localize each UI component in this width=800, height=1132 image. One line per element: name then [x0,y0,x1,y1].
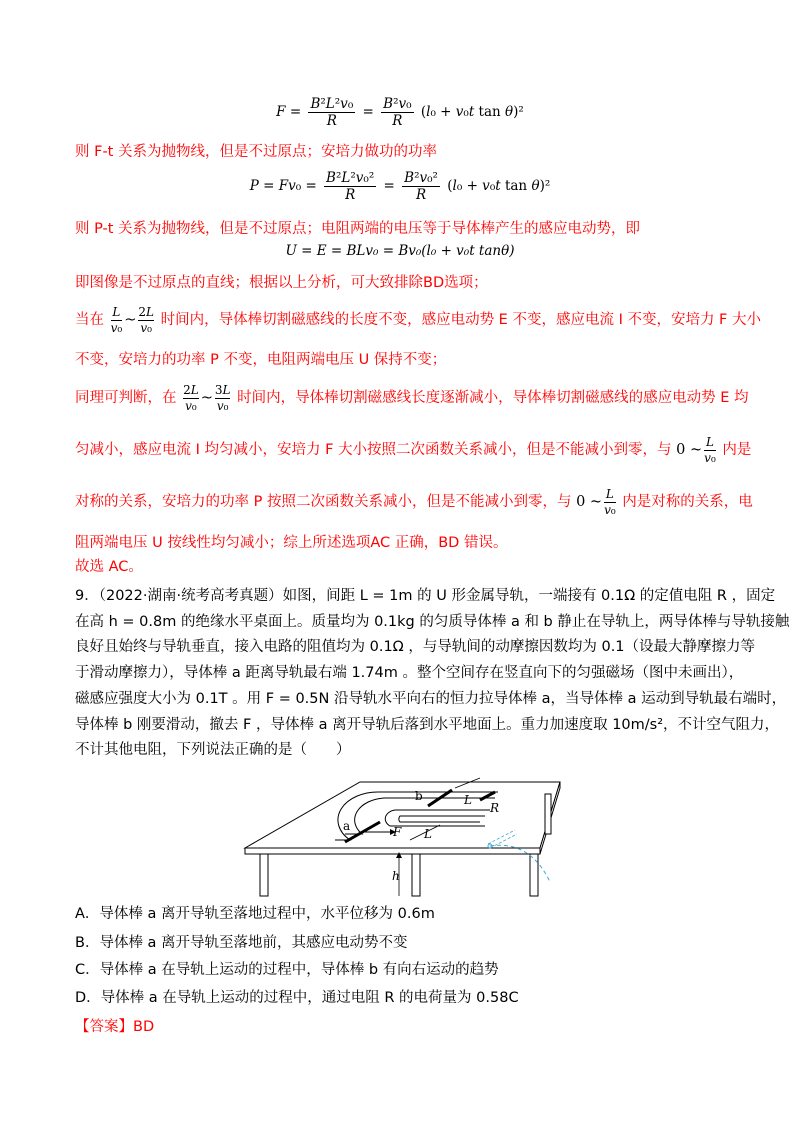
question-line-2: 在高 h = 0.8m 的绝缘水平桌面上。质量均为 0.1kg 的匀质导体棒 a 和 b 静止在导轨上，两导体棒与导轨接触 [75,614,790,630]
solution-line-2: 则 P-t 关系为抛物线，但是不过原点；电阻两端的电压等于导体棒产生的感应电动势，即 [75,221,641,237]
solution-line-5: 不变，安培力的功率 P 不变，电阻两端电压 U 保持不变； [75,352,447,368]
solution-line-4: 当在 $\frac{L}{\text{v₀}}$ ~ $\frac{2L}{\text{v₀}}$ 时间内，导体棒切割磁感线的长度不变，感应电动势 E 不变，感应电流 I 不变，安培力 F 大小 [75,304,762,335]
rail-figure [240,770,570,900]
solution-line-10: 故选 AC。 [75,559,143,575]
table-leg-left [260,854,268,896]
equation-force: F = $\frac{\text{B²L²v₀}}{R}$ = $\frac{\text{B²v₀}}{R}$ (l₀ + v₀t tan θ)² [276,96,524,129]
solution-line-9: 阻两端电压 U 按线性均匀减小；综上所述选项AC 正确，BD 错误。 [75,535,508,551]
label-a: a [343,819,351,833]
label-L-bottom: L [424,827,432,841]
label-L-top: L [464,793,472,807]
question-line-5: 磁感应强度大小为 0.1T 。用 F = 0.5N 沿导轨水平向右的恒力拉导体棒 a，当导体棒 a 运动到导轨最右端时， [75,691,787,707]
equation-power: P = Fv₀ = $\frac{\text{B²L²v₀²}}{R}$ = $\frac{\text{B²v₀²}}{R}$ (l₀ + v₀t tan θ)² [249,170,551,203]
equation-voltage: U = E = BLv₀ = Bv₀(l₀ + v₀t tanθ) [285,243,515,259]
option-c[interactable]: C．导体棒 a 在导轨上运动的过程中，导体棒 b 有向右运动的趋势 [75,962,499,978]
solution-line-1: 则 F-t 关系为抛物线，但是不过原点；安培力做功的功率 [75,144,437,160]
label-h: h [392,869,400,883]
answer: 【答案】BD [75,1019,155,1035]
question-line-7: 不计其他电阻，下列说法正确的是（ ） [75,742,351,758]
question-line-4: 于滑动摩擦力），导体棒 a 距离导轨最右端 1.74m 。整个空间存在竖直向下的匀强磁场（图中未画出）， [75,665,744,681]
label-F: F [393,825,402,839]
option-b[interactable]: B．导体棒 a 离开导轨至落地前，其感应电动势不变 [75,935,408,951]
option-a[interactable]: A．导体棒 a 离开导轨至落地过程中，水平位移为 0.6m [75,906,435,922]
solution-line-3: 即图像是不过原点的直线；根据以上分析，可大致排除BD选项； [75,275,488,291]
table-leg-right [530,854,538,896]
question-line-6: 导体棒 b 刚要滑动，撤去 F ，导体棒 a 离开导轨后落到水平地面上。重力加速度取 10m/s²，不计空气阻力， [75,717,780,733]
table-edge [245,848,540,854]
question-line-3: 良好且始终与导轨垂直，接入电路的阻值均为 0.1Ω ，与导轨间的动摩擦因数均为 0.1（设最大静摩擦力等 [75,639,756,655]
label-b: b [415,789,423,803]
solution-line-6: 同理可判断，在 $\frac{2L}{\text{v₀}}$ ~ $\frac{3L}{\text{v₀}}$ 时间内，导体棒切割磁感线长度逐渐减小，导体棒切割磁感线的感应电动势 E 均 [75,382,749,413]
option-d[interactable]: D．导体棒 a 在导轨上运动的过程中，通过电阻 R 的电荷量为 0.58C [75,990,519,1006]
question-line-1: 9．（2022·湖南·统考高考真题）如图，间距 L = 1m 的 U 形金属导轨，一端接有 0.1Ω 的定值电阻 R ，固定 [75,588,776,604]
label-R: R [490,801,500,815]
solution-line-8: 对称的关系，安培力的功率 P 按照二次函数关系减小，但是不能减小到零，与 0 ~ $\frac{L}{\text{v₀}}$ 内是对称的关系，电 [75,486,753,517]
table-leg-middle [412,854,420,896]
solution-line-7: 匀减小，感应电流 I 均匀减小，安培力 F 大小按照二次函数关系减小，但是不能减小到零，与 0 ~ $\frac{L}{\text{v₀}}$ 内是 [75,434,752,465]
